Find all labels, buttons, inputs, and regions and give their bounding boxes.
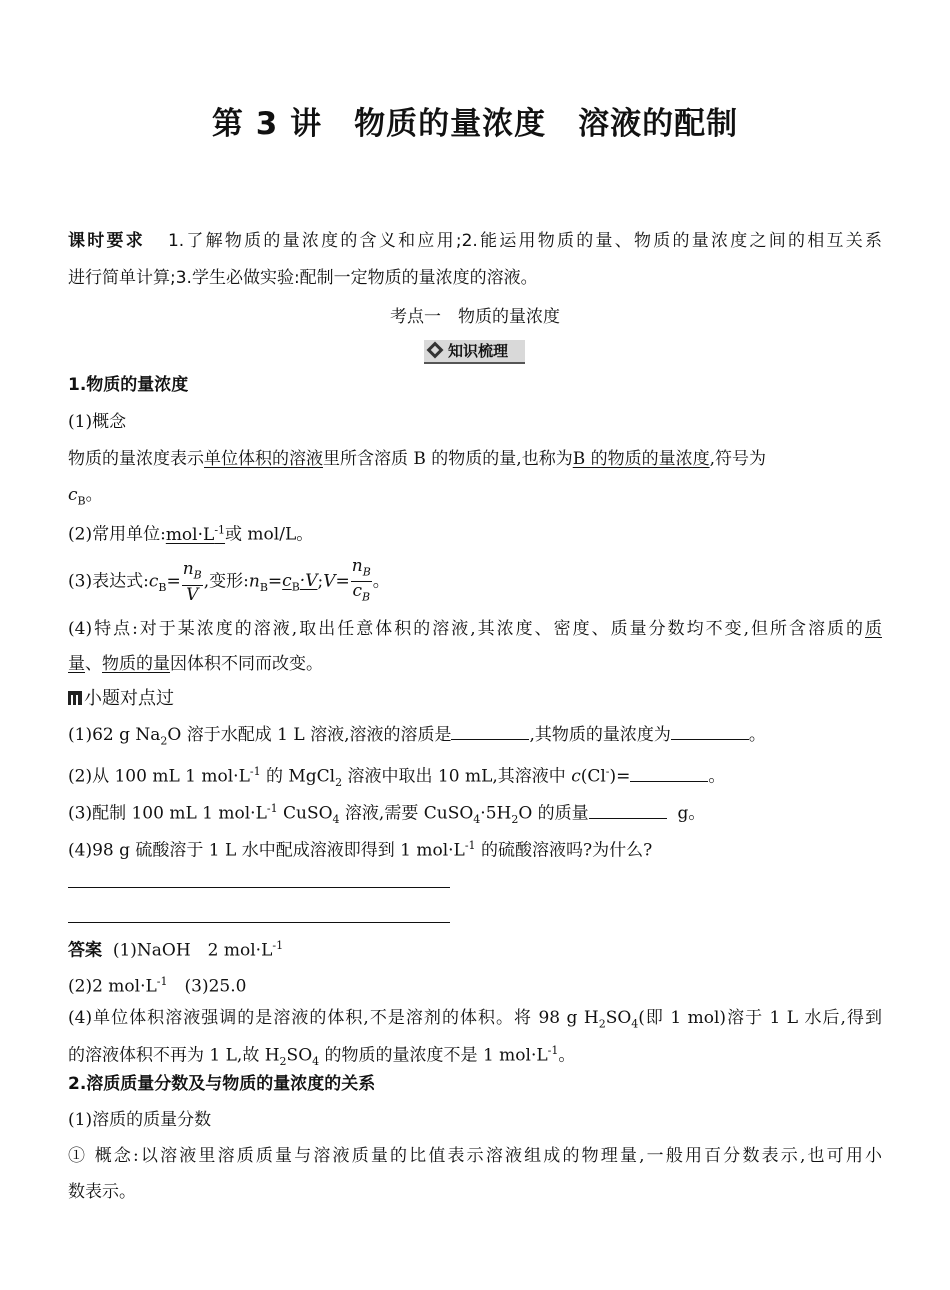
expr-n: n <box>248 571 260 592</box>
mass-fraction-concept-2: 数表示。 <box>68 1182 136 1202</box>
expr-end: 。 <box>372 571 390 592</box>
concept-line <box>68 447 882 471</box>
question-1 <box>68 723 882 753</box>
a4-l1-c: (即 1 mol)溶于 1 L 水后,得到 <box>638 1008 882 1028</box>
unit-line <box>68 518 882 547</box>
a4-l1-a: (4)单位体积溶液强调的是溶液的体积,不是溶剂的体积。将 98 g H <box>68 1008 599 1028</box>
practice-icon <box>68 691 82 705</box>
expr-underline <box>282 571 318 594</box>
q1-sub: 2 <box>160 734 168 748</box>
q3-text-e: O 的质量 <box>518 803 589 824</box>
a4-sup: -1 <box>547 1044 559 1057</box>
q3-text-a: (3)配制 100 mL 1 mol·L <box>68 803 267 824</box>
concept-text-c: ,符号为 <box>709 449 767 469</box>
answer-2: (2)2 mol·L <box>68 976 157 997</box>
symbol-line <box>68 483 882 513</box>
q2-text-d: (Cl <box>580 766 606 787</box>
q3-text-f: g。 <box>666 803 706 824</box>
a4-l1-b: SO <box>605 1008 632 1028</box>
diamond-icon <box>427 342 444 359</box>
unit-underline <box>166 525 225 545</box>
answer-3: (3)25.0 <box>167 976 247 997</box>
knowledge-badge-label: 知识梳理 <box>448 342 509 360</box>
q3-sub2: 4 <box>473 813 481 827</box>
q3-sub3: 2 <box>511 813 519 827</box>
frac1-den: V <box>186 584 199 605</box>
mass-fraction-heading: (1)溶质的质量分数 <box>68 1110 212 1130</box>
expr-eq: = <box>166 571 181 592</box>
q2-text-c: 溶液中取出 10 mL,其溶液中 <box>342 766 572 787</box>
expr-n-sub: B <box>259 580 268 594</box>
answer-1-sup: -1 <box>272 939 284 952</box>
expr-c-sub: B <box>158 580 167 594</box>
frac1-num-sub: B <box>193 568 202 582</box>
concept-underline-2: B 的物质的量浓度 <box>572 449 710 469</box>
answer-line-a4-2 <box>68 1039 882 1074</box>
expr-u-c: c <box>282 571 292 592</box>
frac2-num: n <box>351 556 363 576</box>
feature-underline-2: 物质的量 <box>102 654 170 674</box>
a4-sub2: 4 <box>631 1017 639 1031</box>
feature-text-a: (4)特点:对于某浓度的溶液,取出任意体积的溶液,其浓度、密度、质量分数均不变,但所含溶质的 <box>68 619 865 639</box>
expr-label: (3)表达式: <box>68 571 149 592</box>
expression-line <box>68 557 882 608</box>
feature-text-b: 、 <box>85 654 102 674</box>
a4-l2-d: 。 <box>558 1045 576 1066</box>
feature-underline-1b: 量 <box>68 654 85 674</box>
frac2-den: c <box>352 581 362 602</box>
frac2-num-sub: B <box>362 565 371 579</box>
q2-sub: 2 <box>335 776 343 790</box>
feature-line-1 <box>68 617 882 641</box>
requirements-line-2: 进行简单计算;3.学生必做实验:配制一定物质的量浓度的溶液。 <box>68 268 538 288</box>
a4-sub4: 4 <box>312 1055 320 1069</box>
a4-sub3: 2 <box>279 1055 287 1069</box>
a4-sub1: 2 <box>598 1017 606 1031</box>
a4-l2-b: SO <box>286 1045 313 1066</box>
q1-blank-2[interactable] <box>671 724 749 740</box>
q1-blank-1[interactable] <box>451 724 529 740</box>
q1-text-c: ,其物质的量浓度为 <box>529 725 671 745</box>
expr-eq3: = <box>335 571 350 592</box>
symbol-sub: B <box>77 494 86 508</box>
q1-text-a: (1)62 g Na <box>68 725 161 745</box>
frac2-den-sub: B <box>361 590 371 604</box>
answer-label: 答案 <box>68 940 102 961</box>
requirements-label: 课时要求 <box>68 231 145 251</box>
answer-line-a2 <box>68 970 882 999</box>
knowledge-badge <box>424 340 525 364</box>
q2-text-b: 的 MgCl <box>260 766 336 787</box>
a4-l2-c: 的物质的量浓度不是 1 mol·L <box>319 1045 548 1066</box>
q2-c-italic: c <box>571 766 581 787</box>
expr-u-rest: ·V <box>299 571 318 592</box>
q4-text-b: 的硫酸溶液吗?为什么? <box>475 840 653 861</box>
q2-blank[interactable] <box>630 766 708 782</box>
practice-header <box>68 687 882 711</box>
heading-2: 2.溶质质量分数及与物质的量浓度的关系 <box>68 1074 376 1094</box>
feature-text-c: 因体积不同而改变。 <box>170 654 323 674</box>
question-4 <box>68 834 882 863</box>
q4-sup: -1 <box>464 839 476 852</box>
q2-text-f: 。 <box>708 766 726 787</box>
concept-text-a: 物质的量浓度表示 <box>68 449 204 469</box>
answer-line-a1 <box>68 934 882 963</box>
q3-sub: 4 <box>332 813 340 827</box>
expr-mid: ,变形: <box>203 571 249 592</box>
answer-line-1[interactable] <box>68 887 450 888</box>
q2-sup: -1 <box>249 765 261 778</box>
q3-text-b: CuSO <box>277 803 333 824</box>
q3-text-d: ·5H <box>480 803 512 824</box>
q1-text-b: O 溶于水配成 1 L 溶液,溶液的溶质是 <box>167 725 452 745</box>
q1-text-d: 。 <box>748 725 766 745</box>
expr-c: c <box>148 571 159 592</box>
frac1-num: n <box>182 559 194 580</box>
feature-underline-1a: 质 <box>865 619 882 639</box>
question-2 <box>68 760 882 795</box>
a4-l2-a: 的溶液体积不再为 1 L,故 H <box>68 1045 280 1066</box>
unit-sup: -1 <box>214 523 226 536</box>
q3-text-c: 溶液,需要 CuSO <box>339 803 474 824</box>
concept-heading: (1)概念 <box>68 412 127 432</box>
answer-line-2[interactable] <box>68 922 450 923</box>
practice-label: 小题对点过 <box>84 688 174 709</box>
q4-text-a: (4)98 g 硫酸溶于 1 L 水中配成溶液即得到 1 mol·L <box>68 840 465 861</box>
q2-text-a: (2)从 100 mL 1 mol·L <box>68 766 250 787</box>
expr-u-sub: B <box>291 580 300 594</box>
unit-text-b: 或 mol/L。 <box>225 524 314 545</box>
feature-line-2 <box>68 652 882 676</box>
requirements-text-1: 1.了解物质的量浓度的含义和应用;2.能运用物质的量、物质的量浓度之间的相互关系 <box>167 231 883 251</box>
unit-text-a: (2)常用单位: <box>68 524 166 545</box>
lesson-title: 第 3 讲 物质的量浓度 溶液的配制 <box>211 106 739 142</box>
symbol-c: c <box>68 485 78 505</box>
answer-line-a4-1 <box>68 1006 882 1036</box>
answer-2-sup: -1 <box>156 975 168 988</box>
heading-1: 1.物质的量浓度 <box>68 375 189 395</box>
q3-blank[interactable] <box>589 803 667 819</box>
q3-sup: -1 <box>266 802 278 815</box>
expr-v: V <box>323 571 336 592</box>
fraction-n-over-c <box>351 557 372 607</box>
unit-text: mol·L <box>165 524 215 545</box>
concept-text-b: 里所含溶质 B 的物质的量,也称为 <box>323 449 573 469</box>
mass-fraction-concept-1: ① 概念:以溶液里溶质质量与溶液质量的比值表示溶液组成的物理量,一般用百分数表示,也可用小 <box>68 1146 882 1166</box>
expr-eq2: = <box>267 571 283 592</box>
question-3 <box>68 797 882 832</box>
concept-underline-1: 单位体积的溶液 <box>204 449 323 469</box>
q2-text-e: )= <box>609 766 631 787</box>
section-1-title: 考点一 物质的量浓度 <box>390 307 560 327</box>
expr-semicolon: ; <box>317 571 324 592</box>
q2-sup2: - <box>605 765 610 778</box>
requirements-line-1 <box>68 229 882 253</box>
fraction-n-over-v <box>182 560 203 603</box>
symbol-end: 。 <box>85 485 103 505</box>
answer-1: (1)NaOH 2 mol·L <box>112 940 273 961</box>
